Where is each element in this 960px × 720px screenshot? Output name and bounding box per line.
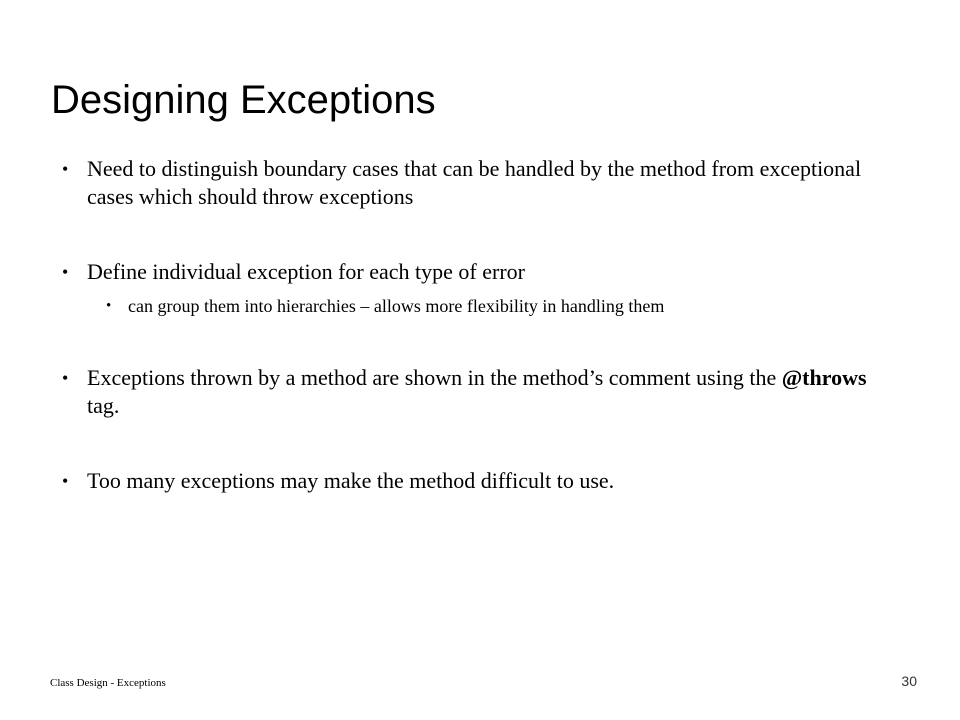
page-number: 30	[901, 673, 917, 689]
bullet-marker: •	[106, 298, 112, 314]
bullet-text-start: Exceptions thrown by a method are shown in the method’s comment using the	[87, 365, 782, 390]
bullet-text: Too many exceptions may make the method difficult to use.	[87, 468, 615, 493]
bullet-text: Need to distinguish boundary cases that can be handled by the method from exceptional cases which should throw exceptions	[87, 156, 862, 209]
bullet-marker: •	[62, 368, 69, 388]
footer-label: Class Design - Exceptions	[50, 677, 166, 689]
bullet-text	[87, 364, 902, 420]
slide-title: Designing Exceptions	[51, 78, 436, 122]
bullet-marker: •	[62, 159, 69, 179]
bullet-marker: •	[62, 262, 69, 282]
bullet-marker: •	[62, 471, 69, 491]
bullet-text-end: tag.	[87, 393, 120, 418]
bullet-text: Define individual exception for each type of error	[87, 259, 525, 284]
throws-tag: @throws	[781, 365, 867, 390]
sub-bullet-text: can group them into hierarchies – allows more flexibility in handling them	[128, 296, 665, 316]
